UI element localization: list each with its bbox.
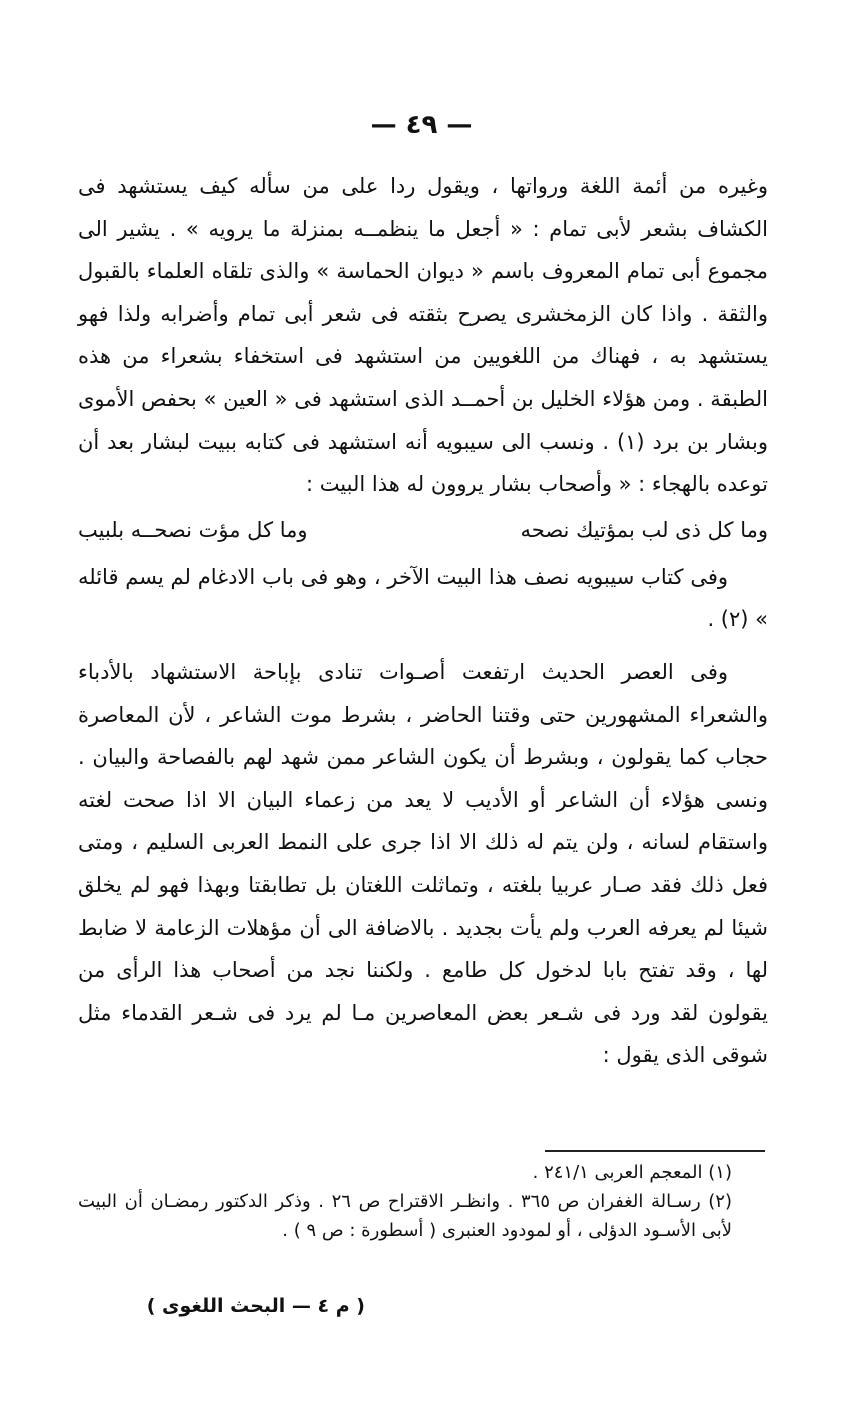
verse-first-hemistich: وما كل ذى لب بمؤتيك نصحه <box>520 517 768 542</box>
footnote-1: (١) المعجم العربى ٢٤١/١ . <box>532 1162 732 1183</box>
footnote-2: (٢) رسـالة الغفران ص ٣٦٥ . وانظـر الاقتراح ص ٢٦ . وذكر الدكتور رمضـان أن البيت لأبى الأسـود الدؤلى ، أو لمودود العنبرى ( أسطورة : ص ٩ ) . <box>78 1191 732 1241</box>
footnotes <box>78 1158 768 1245</box>
main-text <box>78 165 768 1077</box>
page-number: — ٤٩ — <box>370 110 473 140</box>
book-signature: ( م ٤ — البحث اللغوى ) <box>146 1295 365 1317</box>
verse-second-hemistich: وما كل مؤت نصحــه بلبيب <box>78 517 308 542</box>
poetry-verse <box>78 508 768 552</box>
footnote-separator <box>545 1150 765 1152</box>
paragraph-modern-era: وفى العصر الحديث ارتفعت أصـوات تنادى بإباحة الاستشهاد بالأدباء والشعراء المشهورين حتى وقتنا الحاضر ، بشرط موت الشاعر ، لأن المعاصرة حجاب كما يقولون ، وبشرط أن يكون الشاعر ممن شهد لهم بالفصاحة والبيان . ونسى هؤلاء أن الشاعر أو الأديب لا يعد من زعماء البيان الا اذا صحت لغته واستقام لسانه ، ولن يتم له ذلك الا اذا جرى على النمط العربى السليم ، ومتى فعل ذلك فقد صـار عربيا بلغته ، وتماثلت اللغتان بل تطابقتا وبهذا فهو لم يخلق شيئا لم يعرفه العرب ولم يأت بجديد . بالاضافة الى أن مؤهلات الزعامة لا ضابط لها ، وقد تفتح بابا لدخول كل طامع . ولكننا نجد من أصحاب هذا الرأى من يقولون لقد ورد فى شـعر بعض المعاصرين مـا لم يرد فى شـعر القدماء مثل شوقى الذى يقول : <box>78 659 768 1068</box>
paragraph-after-verse: وفى كتاب سيبويه نصف هذا البيت الآخر ، وهو فى باب الادغام لم يسم قائله » (٢) . <box>78 564 768 632</box>
paragraph-1: وغيره من أئمة اللغة ورواتها ، ويقول ردا على من سأله كيف يستشهد فى الكشاف بشعر لأبى تمام : « أجعل ما ينظمــه بمنزلة ما يرويه » . يشير الى مجموع أبى تمام المعروف باسم « ديوان الحماسة » والذى تلقاه العلماء بالقبول والثقة . واذا كان الزمخشرى يصرح بثقته فى شعر أبى تمام وأضرابه ولذا فهو يستشهد به ، فهناك من اللغويين من استشهد فى استخفاء بشعراء من هذه الطبقة . ومن هؤلاء الخليل بن أحمــد الذى استشهد فى « العين » بحفص الأموى وبشار بن برد (١) . ونسب الى سيبويه أنه استشهد فى كتابه ببيت لبشار بعد أن توعده بالهجاء : « وأصحاب بشار يروون له هذا البيت : <box>78 174 768 497</box>
